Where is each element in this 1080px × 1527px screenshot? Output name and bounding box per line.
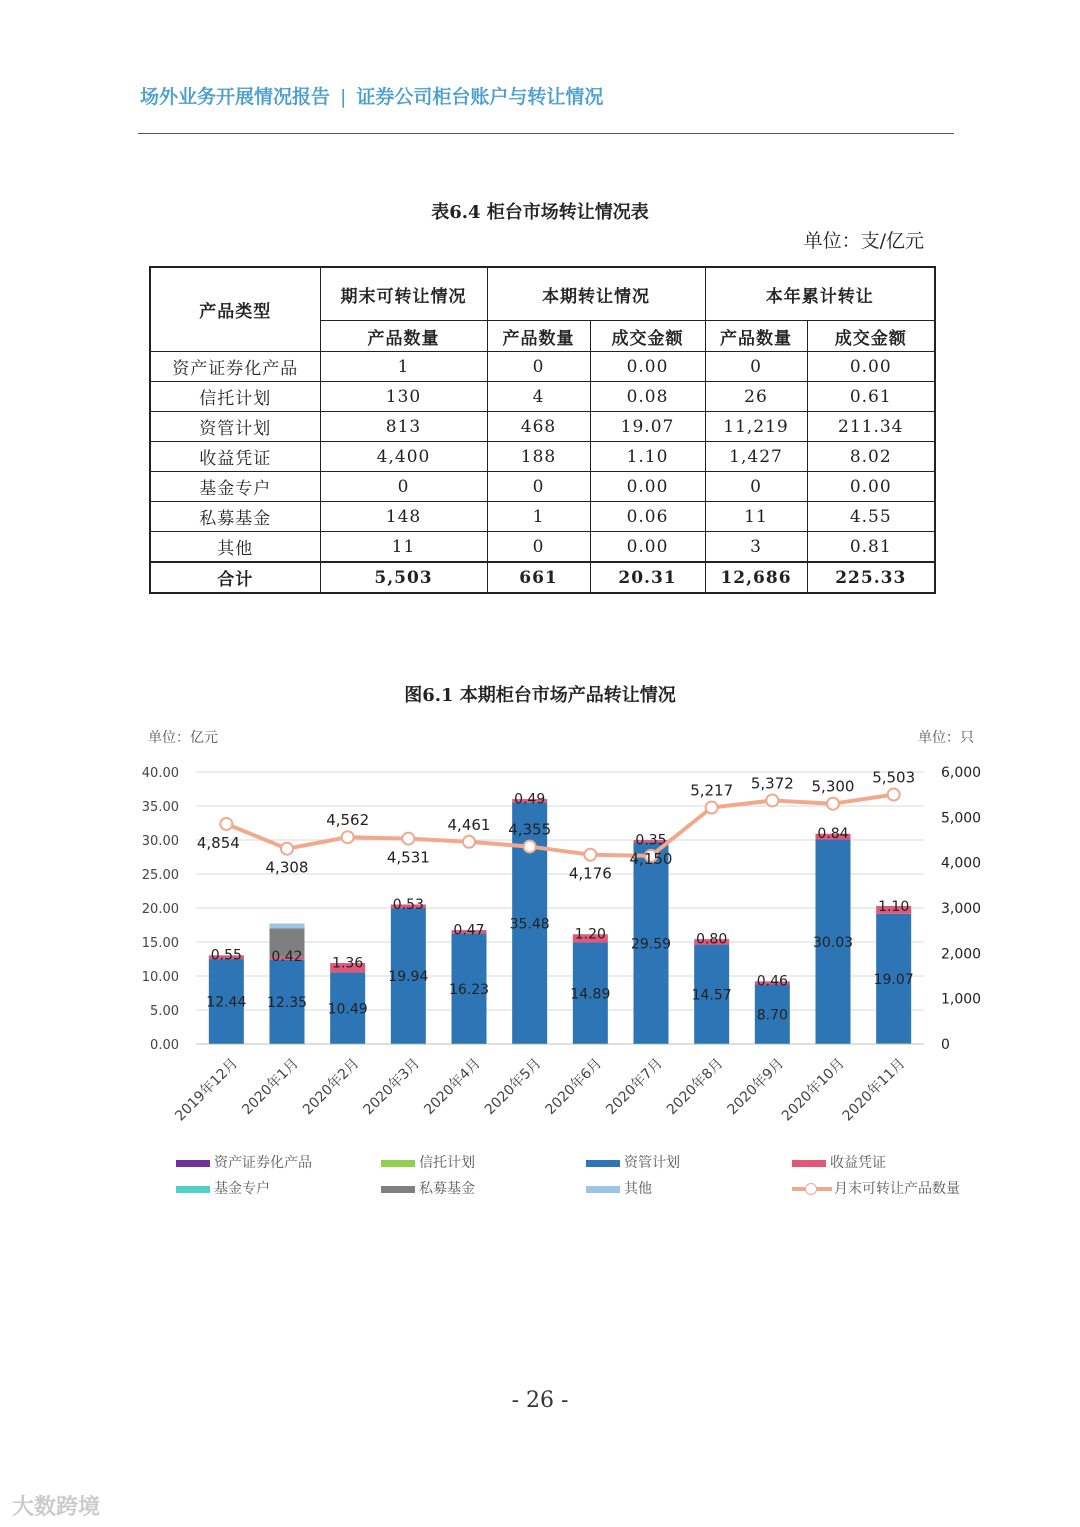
cell-end-qty: 11 — [320, 532, 487, 563]
cell-name: 资管计划 — [150, 412, 320, 442]
cell-period-amt: 19.07 — [590, 412, 705, 442]
line-point — [342, 831, 354, 843]
bar-segment — [391, 1044, 426, 1045]
cell-year-qty: 3 — [705, 532, 807, 563]
x-tick-label: 2020年9月 — [724, 1055, 788, 1119]
cell-year-amt: 211.34 — [807, 412, 935, 442]
cell-end-qty: 813 — [320, 412, 487, 442]
legend-label: 收益凭证 — [830, 1155, 886, 1171]
page-number: - 26 - — [511, 1388, 569, 1413]
cell-year-amt: 8.02 — [807, 442, 935, 472]
bar-value-label: 0.49 — [514, 791, 546, 808]
line-point — [888, 789, 900, 801]
table-row — [150, 532, 935, 563]
line-point — [584, 849, 596, 861]
line-point — [402, 833, 414, 845]
cell-end-qty: 4,400 — [320, 442, 487, 472]
y-tick-label: 40.00 — [141, 766, 179, 781]
subheader: 成交金额 — [590, 321, 705, 352]
bar-value-label: 8.70 — [756, 1007, 788, 1024]
cell-period-qty: 1 — [487, 502, 590, 532]
cell-period-qty: 661 — [487, 562, 590, 593]
cell-period-qty: 0 — [487, 472, 590, 502]
bar-value-label: 10.49 — [327, 1001, 368, 1018]
cell-year-qty: 0 — [705, 352, 807, 382]
bar-value-label: 29.59 — [630, 936, 672, 953]
bar-segment — [634, 1044, 669, 1045]
line-point — [281, 843, 293, 855]
figure-title: 图6.1 本期柜台市场产品转让情况 — [404, 685, 676, 706]
y-tick-label: 25.00 — [141, 868, 179, 883]
header-left: 场外业务开展情况报告 — [140, 86, 331, 108]
cell-year-amt: 225.33 — [807, 562, 935, 593]
line-value-label: 4,308 — [265, 858, 309, 877]
bar-value-label: 14.57 — [691, 987, 732, 1004]
bar-value-label: 16.23 — [448, 981, 490, 998]
cell-year-amt: 0.00 — [807, 472, 935, 502]
bar-value-label: 1.20 — [574, 926, 606, 943]
header-separator: | — [340, 86, 347, 108]
bar-value-label: 0.53 — [392, 896, 424, 913]
legend-item — [586, 1178, 652, 1198]
bar-value-label: 0.42 — [271, 949, 303, 966]
cell-name: 私募基金 — [150, 502, 320, 532]
legend-label: 私募基金 — [419, 1181, 475, 1197]
bar-segment — [330, 1044, 365, 1045]
legend-swatch — [586, 1186, 620, 1193]
bar-value-label: 19.94 — [388, 969, 429, 986]
x-tick-label: 2020年6月 — [542, 1055, 606, 1119]
subheader: 成交金额 — [807, 321, 935, 352]
table-total-row — [150, 562, 935, 593]
cell-year-amt: 4.55 — [807, 502, 935, 532]
header-product-type: 产品类型 — [150, 267, 320, 352]
x-tick-label: 2020年3月 — [360, 1055, 424, 1119]
line-point — [463, 836, 475, 848]
cell-name: 合计 — [150, 562, 320, 593]
bar-segment — [755, 1044, 790, 1045]
bar-segment — [209, 1044, 244, 1045]
table-title: 表6.4 柜台市场转让情况表 — [431, 202, 649, 223]
line-point — [524, 841, 536, 853]
table-unit: 单位：支/亿元 — [803, 230, 924, 252]
line-value-label: 4,562 — [326, 811, 370, 830]
cell-period-qty: 0 — [487, 352, 590, 382]
legend-item — [176, 1152, 312, 1172]
cell-year-qty: 1,427 — [705, 442, 807, 472]
header-this-period: 本期转让情况 — [487, 267, 705, 321]
bar-segment — [270, 924, 305, 929]
x-tick-label: 2020年8月 — [663, 1055, 727, 1119]
cell-end-qty: 148 — [320, 502, 487, 532]
bar-segment — [270, 1044, 305, 1045]
cell-end-qty: 0 — [320, 472, 487, 502]
header-year-cumulative: 本年累计转让 — [705, 267, 935, 321]
cell-year-amt: 0.61 — [807, 382, 935, 412]
legend-label: 资管计划 — [624, 1155, 680, 1171]
cell-period-qty: 188 — [487, 442, 590, 472]
cell-name: 收益凭证 — [150, 442, 320, 472]
cell-year-qty: 11 — [705, 502, 807, 532]
line-value-label: 4,461 — [447, 815, 491, 834]
line-value-label: 4,355 — [508, 820, 552, 839]
legend-label: 基金专户 — [214, 1181, 270, 1197]
left-axis-unit: 单位：亿元 — [148, 730, 218, 746]
y2-tick-label: 5,000 — [941, 810, 982, 827]
x-tick-label: 2019年12月 — [172, 1055, 242, 1125]
line-value-label: 4,531 — [386, 848, 430, 867]
cell-name: 资产证券化产品 — [150, 352, 320, 382]
y2-tick-label: 1,000 — [941, 991, 982, 1008]
cell-year-amt: 0.00 — [807, 352, 935, 382]
page-header — [140, 82, 603, 109]
legend-swatch — [381, 1160, 415, 1167]
cell-period-amt: 0.00 — [590, 532, 705, 563]
x-tick-label: 2020年5月 — [481, 1055, 545, 1119]
bar-value-label: 0.55 — [210, 947, 242, 964]
bar-value-label: 0.80 — [696, 931, 728, 948]
legend-line-swatch — [792, 1182, 832, 1196]
y2-tick-label: 3,000 — [941, 901, 982, 917]
cell-name: 信托计划 — [150, 382, 320, 412]
transfer-chart — [0, 720, 1080, 1150]
cell-period-amt: 0.00 — [590, 352, 705, 382]
bar-segment — [512, 1044, 547, 1045]
line-point — [220, 818, 232, 830]
bar-segment — [573, 1044, 608, 1045]
y2-tick-label: 0 — [941, 1037, 950, 1053]
cell-period-qty: 4 — [487, 382, 590, 412]
legend-item — [792, 1178, 960, 1198]
cell-period-amt: 1.10 — [590, 442, 705, 472]
x-tick-label: 2020年2月 — [299, 1055, 363, 1119]
legend-item — [381, 1178, 475, 1198]
line-point — [706, 801, 718, 813]
bar-value-label: 0.47 — [453, 922, 485, 939]
line-value-label: 5,372 — [750, 774, 794, 793]
bar-value-label: 30.03 — [812, 934, 854, 951]
right-axis-unit: 单位：只 — [918, 730, 974, 746]
table-row — [150, 382, 935, 412]
bar-value-label: 19.07 — [873, 972, 914, 989]
bar-value-label: 0.35 — [635, 832, 667, 849]
subheader: 产品数量 — [705, 321, 807, 352]
x-tick-label: 2020年7月 — [603, 1055, 666, 1119]
y-tick-label: 10.00 — [141, 970, 179, 985]
bar-value-label: 0.84 — [817, 826, 849, 843]
table-row — [150, 502, 935, 532]
line-point — [827, 798, 839, 810]
y-tick-label: 30.00 — [141, 834, 179, 849]
line-value-label: 5,503 — [872, 768, 916, 787]
cell-end-qty: 130 — [320, 382, 487, 412]
cell-name: 基金专户 — [150, 472, 320, 502]
y-tick-label: 0.00 — [150, 1038, 179, 1053]
x-tick-label: 2020年10月 — [778, 1055, 848, 1125]
legend-swatch — [176, 1186, 210, 1193]
table-row — [150, 442, 935, 472]
subheader: 产品数量 — [487, 321, 590, 352]
cell-year-qty: 11,219 — [705, 412, 807, 442]
legend-swatch — [586, 1160, 620, 1167]
y2-tick-label: 4,000 — [941, 855, 982, 872]
x-tick-label: 2020年4月 — [421, 1055, 484, 1119]
bar-value-label: 1.36 — [332, 955, 364, 972]
y2-tick-label: 2,000 — [941, 946, 982, 963]
cell-period-amt: 0.08 — [590, 382, 705, 412]
subheader: 产品数量 — [320, 321, 487, 352]
cell-name: 其他 — [150, 532, 320, 563]
cell-year-qty: 12,686 — [705, 562, 807, 593]
line-value-label: 4,150 — [629, 849, 673, 868]
legend-item — [792, 1152, 886, 1172]
bar-segment — [876, 1043, 911, 1044]
legend-label: 月末可转让产品数量 — [834, 1181, 960, 1197]
bar-value-label: 12.44 — [206, 994, 247, 1011]
cell-period-amt: 0.06 — [590, 502, 705, 532]
table-row — [150, 472, 935, 502]
watermark: 大数跨境 — [12, 1495, 101, 1520]
cell-period-qty: 0 — [487, 532, 590, 563]
line-point — [766, 794, 778, 806]
bar-value-label: 35.48 — [509, 916, 550, 933]
bar-value-label: 12.35 — [266, 995, 308, 1012]
y-tick-label: 35.00 — [141, 800, 179, 815]
cell-end-qty: 1 — [320, 352, 487, 382]
y-tick-label: 20.00 — [141, 902, 179, 917]
legend-label: 信托计划 — [419, 1155, 475, 1171]
legend-item — [586, 1152, 680, 1172]
cell-period-qty: 468 — [487, 412, 590, 442]
transfer-table — [149, 266, 936, 594]
header-end-period: 期末可转让情况 — [320, 267, 487, 321]
cell-period-amt: 0.00 — [590, 472, 705, 502]
x-tick-label: 2020年1月 — [239, 1055, 302, 1119]
cell-year-qty: 26 — [705, 382, 807, 412]
line-value-label: 5,217 — [690, 781, 734, 800]
bar-segment — [816, 1044, 851, 1045]
header-rule — [138, 133, 954, 134]
legend-label: 资产证券化产品 — [214, 1155, 312, 1171]
y2-tick-label: 6,000 — [941, 765, 982, 781]
x-tick-label: 2020年11月 — [839, 1055, 909, 1125]
bar-segment — [694, 1044, 729, 1045]
bar-value-label: 0.46 — [756, 973, 788, 990]
legend-label: 其他 — [624, 1181, 652, 1197]
cell-year-qty: 0 — [705, 472, 807, 502]
line-value-label: 5,300 — [811, 777, 855, 796]
table-row — [150, 352, 935, 382]
legend-item — [176, 1178, 270, 1198]
cell-end-qty: 5,503 — [320, 562, 487, 593]
line-value-label: 4,854 — [196, 833, 240, 852]
header-right: 证券公司柜台账户与转让情况 — [356, 86, 604, 108]
cell-year-amt: 0.81 — [807, 532, 935, 563]
bar-segment — [452, 1044, 487, 1045]
y-tick-label: 15.00 — [141, 936, 179, 951]
legend-item — [381, 1152, 475, 1172]
table-row — [150, 412, 935, 442]
y-tick-label: 5.00 — [150, 1004, 179, 1019]
legend-swatch — [792, 1160, 826, 1167]
cell-period-amt: 20.31 — [590, 562, 705, 593]
bar-value-label: 1.10 — [878, 898, 910, 915]
legend-swatch — [381, 1186, 415, 1193]
line-value-label: 4,176 — [568, 864, 612, 883]
bar-value-label: 14.89 — [570, 986, 611, 1003]
legend-swatch — [176, 1160, 210, 1167]
